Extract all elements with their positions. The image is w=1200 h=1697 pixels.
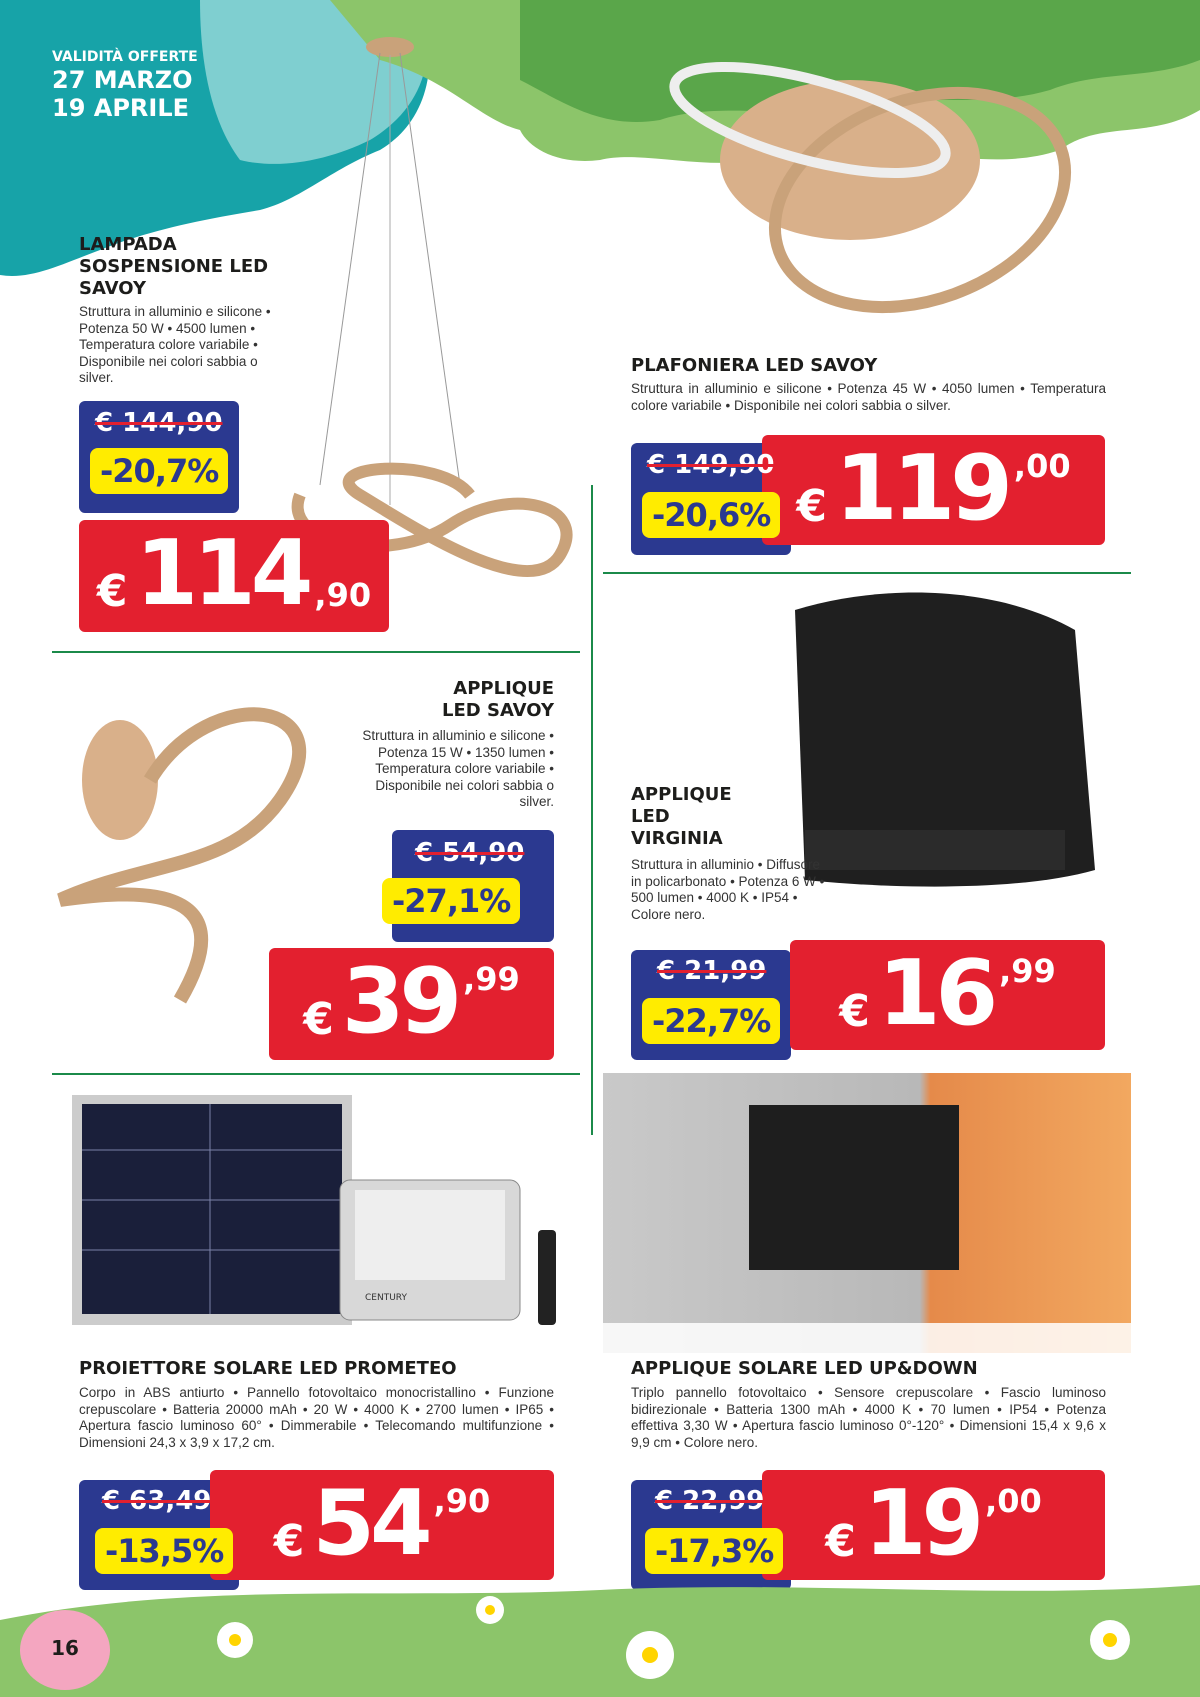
product-description: Triplo pannello fotovoltaico • Sensore crepuscolare • Fascio luminoso bidirezionale • Batteria 1300 mAh • 4000 K • 70 lumen • IP54 • Potenza effettiva 3,30 W • Apertura fascio luminoso 0°-120° • Dimensioni 15,4 x 9,6 x 9,9 cm • Colore nero. xyxy=(631,1385,1106,1450)
price-decimal: ,90 xyxy=(433,1482,491,1520)
product-description: Struttura in alluminio • Diffusore in policarbonato • Potenza 6 W • 500 lumen • 4000 K • IP54 • Colore nero. xyxy=(631,857,825,922)
divider xyxy=(603,572,1131,574)
footer-grass xyxy=(0,1560,1200,1697)
ceiling-lamp-image xyxy=(660,30,1100,350)
product-title xyxy=(300,678,554,722)
product-description: Struttura in alluminio e silicone • Potenza 15 W • 1350 lumen • Temperatura colore variabile • Disponibile nei colori sabbia o silver. xyxy=(362,728,554,809)
title-line: LED xyxy=(631,806,670,827)
page-number: 16 xyxy=(51,1636,79,1660)
price-integer: 19 xyxy=(863,1471,980,1576)
price-tag xyxy=(269,948,554,1060)
price-decimal: ,99 xyxy=(999,952,1056,990)
product-description: Corpo in ABS antiurto • Pannello fotovoltaico monocristallino • Funzione crepuscolare • Batteria 20000 mAh • 20 W • 4000 K • 2700 lumen • IP65 • Apertura fascio luminoso 60° • Dimmerabile • Telecomando multifunzione • Dimensioni 24,3 x 3,9 x 17,2 cm. xyxy=(79,1385,554,1450)
price-currency: € xyxy=(303,994,334,1045)
title-line: LED SAVOY xyxy=(442,700,554,721)
discount-badge: -20,6% xyxy=(642,492,780,538)
price-currency: € xyxy=(273,1516,305,1567)
discount-badge: -13,5% xyxy=(95,1528,233,1574)
title-line: VIRGINIA xyxy=(631,828,723,849)
validity-to: 19 APRILE xyxy=(52,94,190,122)
divider-vertical xyxy=(591,485,593,1135)
price-decimal: ,00 xyxy=(985,1482,1042,1520)
price-currency: € xyxy=(839,986,870,1037)
divider xyxy=(52,1073,580,1075)
brand-label: CENTURY xyxy=(365,1293,407,1303)
price-integer: 54 xyxy=(312,1471,428,1576)
price-integer: 39 xyxy=(341,949,458,1054)
price-tag xyxy=(79,520,389,632)
price-integer: 114 xyxy=(135,521,309,626)
title-line: APPLIQUE xyxy=(631,784,732,805)
title-line: SOSPENSIONE LED xyxy=(79,256,269,277)
title-line: LAMPADA xyxy=(79,234,177,255)
price-currency: € xyxy=(825,1516,856,1567)
product-description: Struttura in alluminio e silicone • Potenza 50 W • 4500 lumen • Temperatura colore variabile • Disponibile nei colori sabbia o silver. xyxy=(79,304,271,385)
price-tag xyxy=(762,435,1105,545)
pendant-lamp-image xyxy=(270,25,590,585)
old-price: € 54,90 xyxy=(415,838,525,868)
validity-block xyxy=(52,48,198,122)
price-currency: € xyxy=(96,566,128,617)
page-number-badge xyxy=(20,1610,110,1690)
validity-label: VALIDITÀ OFFERTE xyxy=(52,49,198,65)
validity-from: 27 MARZO xyxy=(52,66,193,94)
old-price: € 63,49 xyxy=(102,1486,212,1516)
product-title: APPLIQUE SOLARE LED UP&DOWN xyxy=(631,1358,978,1379)
price-tag xyxy=(790,940,1105,1050)
old-price: € 144,90 xyxy=(95,408,223,438)
discount-badge: -22,7% xyxy=(642,998,780,1044)
discount-badge: -27,1% xyxy=(382,878,520,924)
price-decimal: ,00 xyxy=(1013,447,1071,485)
title-line: APPLIQUE xyxy=(453,678,554,699)
price-integer: 16 xyxy=(877,941,994,1046)
title-line: SAVOY xyxy=(79,278,146,299)
product-description: Struttura in alluminio e silicone • Potenza 45 W • 4050 lumen • Temperatura colore variabile • Disponibile nei colori sabbia o silver. xyxy=(631,381,1106,413)
product-title: PLAFONIERA LED SAVOY xyxy=(631,355,878,376)
solar-floodlight-image xyxy=(70,1090,570,1340)
discount-badge: -20,7% xyxy=(90,448,228,494)
product-title xyxy=(79,234,319,300)
product-title: PROIETTORE SOLARE LED PROMETEO xyxy=(79,1358,457,1379)
old-price: € 149,90 xyxy=(647,450,775,480)
price-decimal: ,90 xyxy=(314,576,372,614)
price-currency: € xyxy=(796,481,828,532)
old-price: € 22,99 xyxy=(655,1486,765,1516)
up-down-lamp-image xyxy=(603,1073,1131,1353)
divider xyxy=(52,651,580,653)
price-decimal: ,99 xyxy=(463,960,520,998)
discount-badge: -17,3% xyxy=(645,1528,783,1574)
old-price: € 21,99 xyxy=(657,956,767,986)
product-title xyxy=(631,784,732,850)
price-integer: 119 xyxy=(835,436,1008,541)
